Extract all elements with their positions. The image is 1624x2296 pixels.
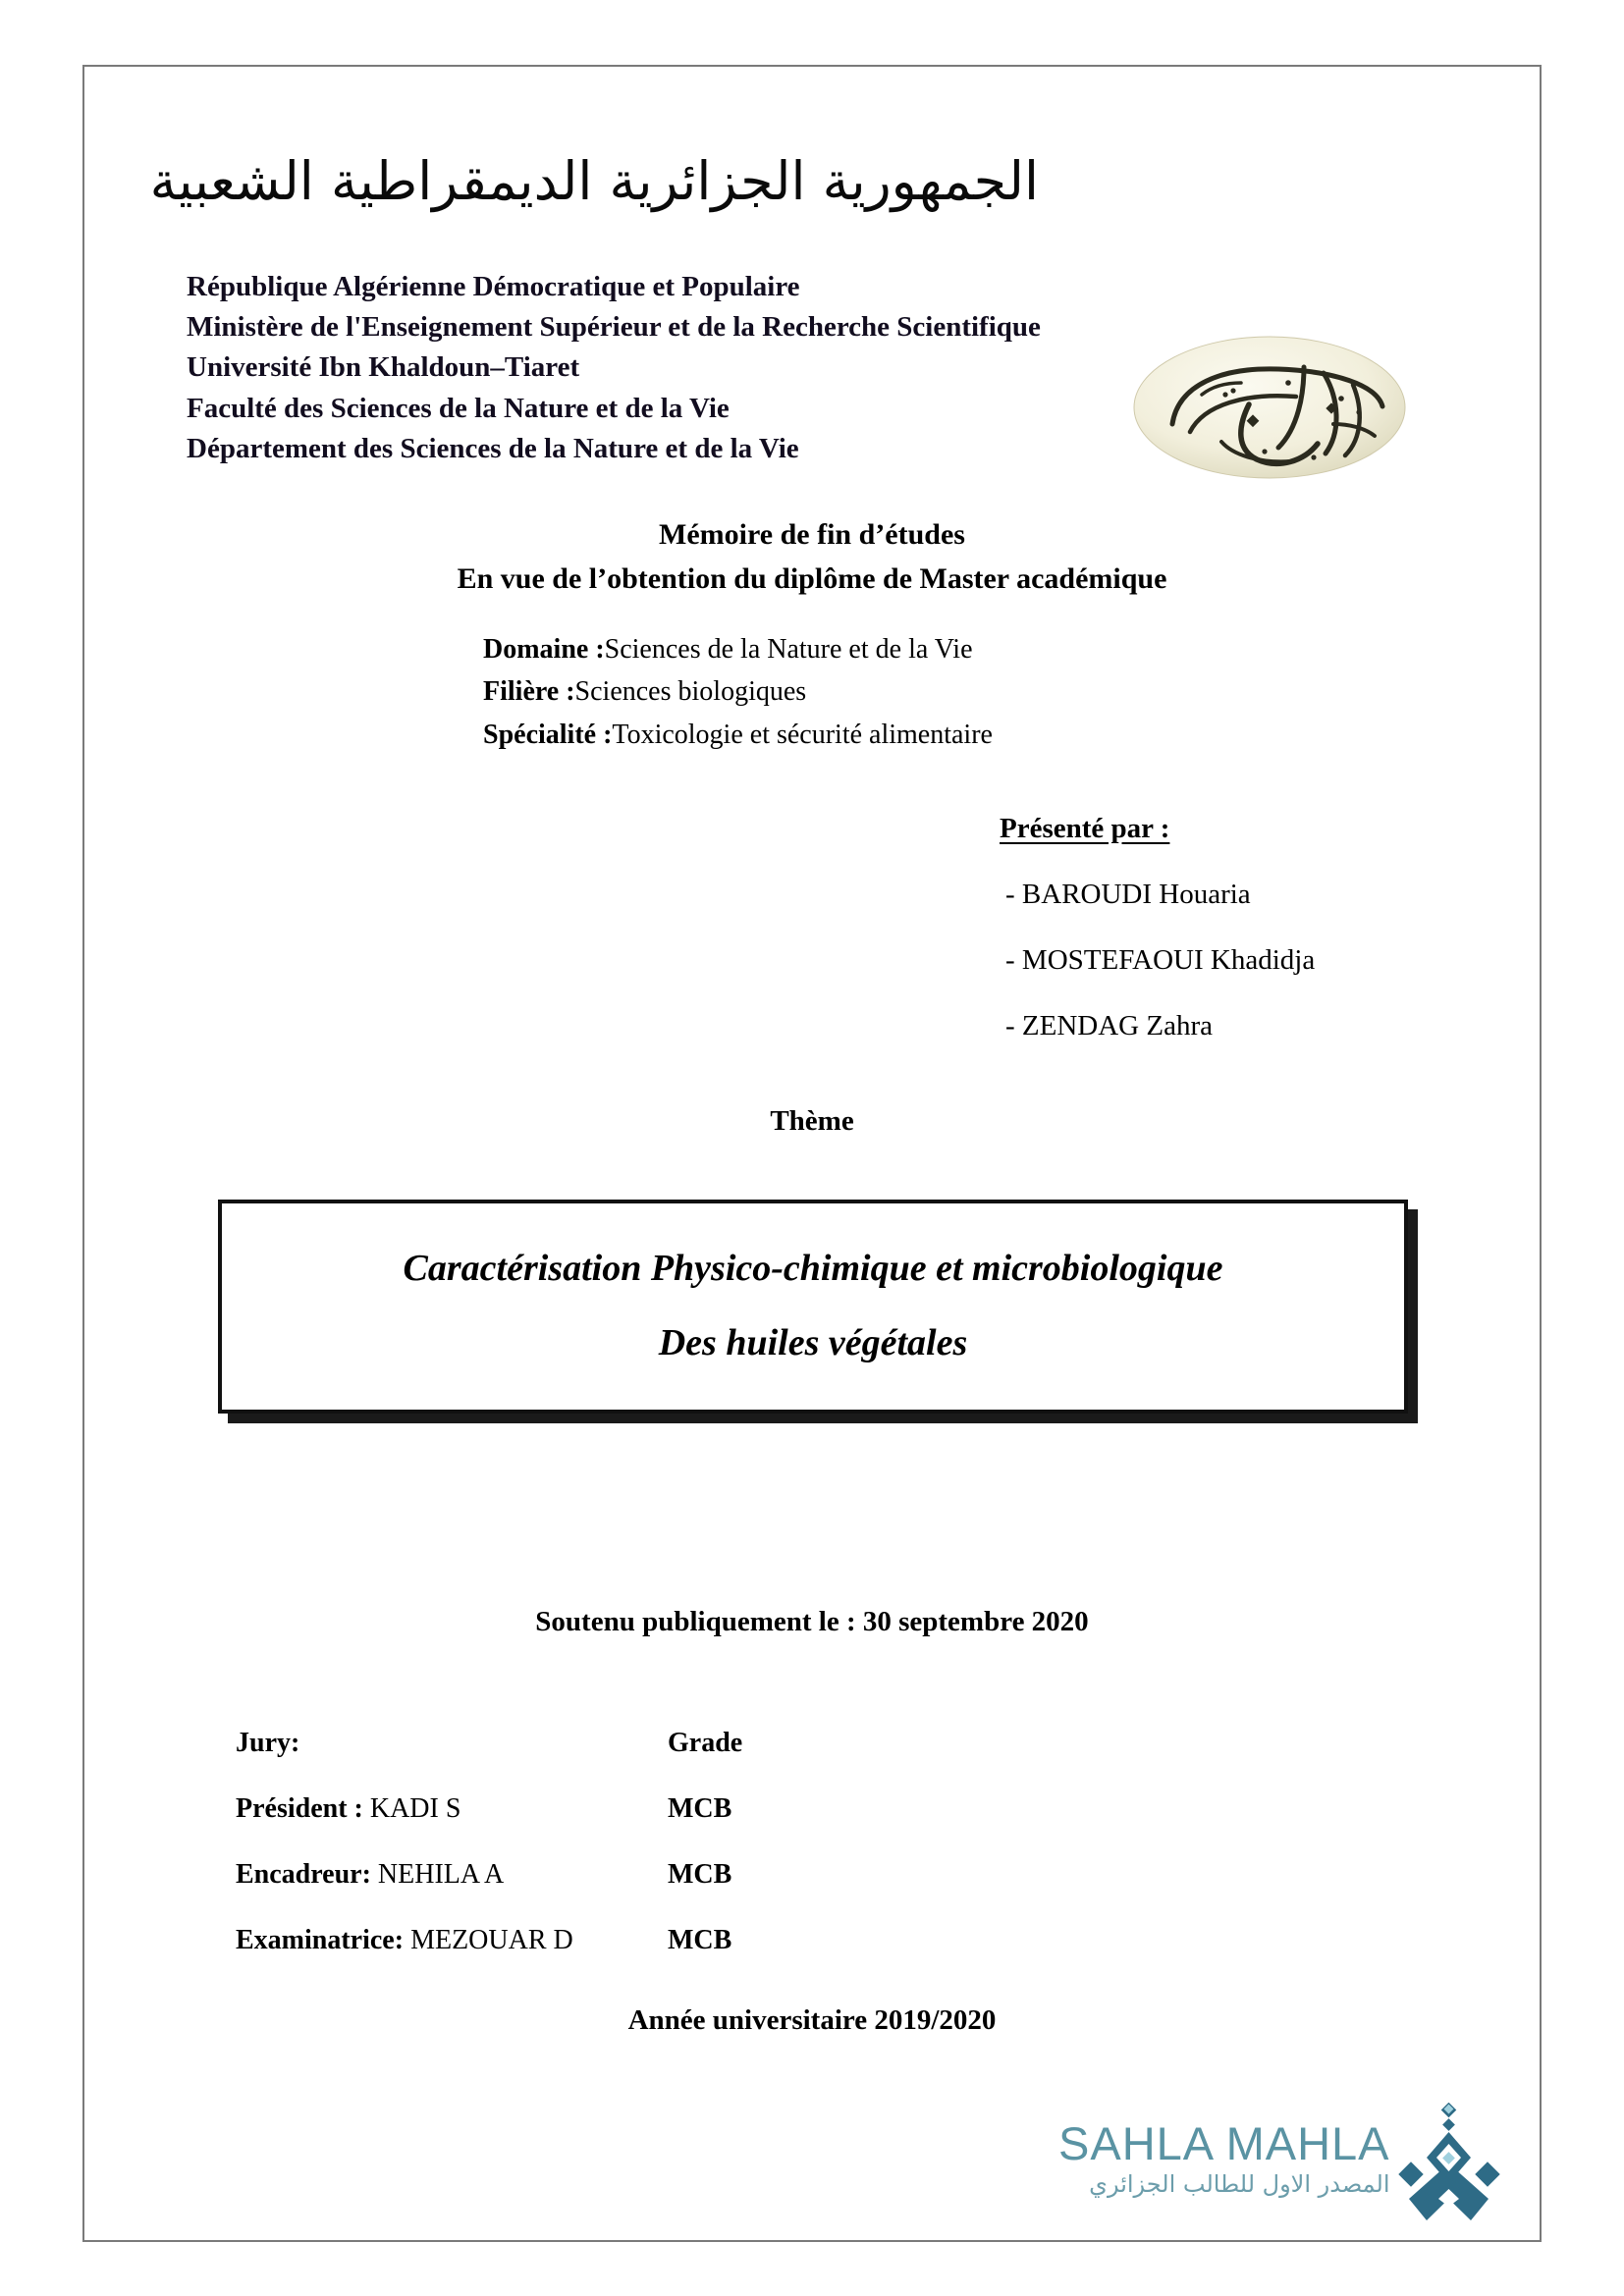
field-label-filiere: Filière :	[483, 676, 575, 708]
jury-person-president: KADI S	[369, 1793, 461, 1824]
sahla-mahla-brand: SAHLA MAHLA	[1058, 2117, 1390, 2169]
presented-by-block	[1000, 813, 1549, 1078]
institution-line-ministry: Ministère de l'Enseignement Supérieur et de la Recherche Scientifique	[187, 311, 1041, 344]
institution-line-republic: République Algérienne Démocratique et Populaire	[187, 271, 800, 302]
study-fields-block	[483, 628, 1367, 756]
theme-label: Thème	[770, 1105, 854, 1137]
jury-row-examinatrice	[236, 1927, 1198, 1954]
jury-role-examinatrice	[236, 1927, 668, 1954]
sahla-mahla-diamond-icon	[1394, 2103, 1504, 2231]
field-value-specialite: Toxicologie et sécurité alimentaire	[612, 719, 993, 750]
memoire-block	[0, 512, 1624, 601]
thesis-title-frame	[218, 1200, 1408, 1414]
author-name-1: - BAROUDI Houaria	[1005, 879, 1251, 910]
sahla-mahla-tagline: المصدر الاول للطالب الجزائري	[1089, 2170, 1390, 2198]
jury-role-encadreur	[236, 1861, 668, 1889]
academic-year: Année universitaire 2019/2020	[627, 2004, 997, 2036]
thesis-title-line-1: Caractérisation Physico-chimique et microbiologique	[403, 1248, 1223, 1290]
arabic-republic-heading: الجمهورية الجزائرية الديمقراطية الشعبية	[149, 150, 1039, 212]
university-logo-icon	[1131, 334, 1408, 481]
memoire-heading: Mémoire de fin d’études	[659, 518, 965, 551]
jury-header-row	[236, 1730, 1198, 1757]
institution-block	[187, 267, 1188, 469]
jury-role-president	[236, 1795, 668, 1823]
jury-role-label-encadreur: Encadreur:	[236, 1859, 371, 1890]
jury-row-encadreur	[236, 1861, 1198, 1889]
defense-date: Soutenu publiquement le : 30 septembre 2020	[535, 1606, 1089, 1637]
institution-line-department: Département des Sciences de la Nature et de la Vie	[187, 432, 799, 464]
memoire-subheading: En vue de l’obtention du diplôme de Master académique	[457, 562, 1167, 595]
jury-header-label: Jury:	[236, 1728, 300, 1758]
jury-grade-encadreur: MCB	[668, 1859, 732, 1890]
jury-header-grade: Grade	[668, 1728, 743, 1758]
thesis-title-line-2: Des huiles végétales	[658, 1322, 968, 1363]
author-name-2: - MOSTEFAOUI Khadidja	[1005, 944, 1316, 976]
field-value-filiere: Sciences biologiques	[574, 676, 807, 708]
sahla-mahla-text	[1058, 2117, 1390, 2199]
institution-line-university: Université Ibn Khaldoun–Tiaret	[187, 351, 580, 384]
jury-person-encadreur: NEHILA A	[377, 1859, 505, 1890]
field-label-specialite: Spécialité :	[483, 719, 613, 750]
institution-line-faculty: Faculté des Sciences de la Nature et de la Vie	[187, 392, 730, 424]
field-value-domaine: Sciences de la Nature et de la Vie	[604, 634, 973, 665]
thesis-title-box	[218, 1200, 1418, 1423]
jury-person-examinatrice: MEZOUAR D	[410, 1925, 573, 1955]
jury-table	[236, 1730, 1198, 1993]
presented-by-title: Présenté par :	[1000, 813, 1170, 844]
jury-grade-president: MCB	[668, 1793, 732, 1824]
jury-grade-examinatrice: MCB	[668, 1925, 732, 1955]
author-name-3: - ZENDAG Zahra	[1005, 1010, 1213, 1041]
jury-role-label-president: Président :	[236, 1793, 363, 1824]
sahla-mahla-watermark	[1058, 2109, 1530, 2236]
field-row-specialite	[483, 714, 1367, 756]
field-label-domaine: Domaine :	[483, 634, 605, 665]
jury-row-president	[236, 1795, 1198, 1823]
field-row-filiere	[483, 670, 1367, 713]
jury-role-label-examinatrice: Examinatrice:	[236, 1925, 405, 1955]
field-row-domaine	[483, 628, 1367, 670]
